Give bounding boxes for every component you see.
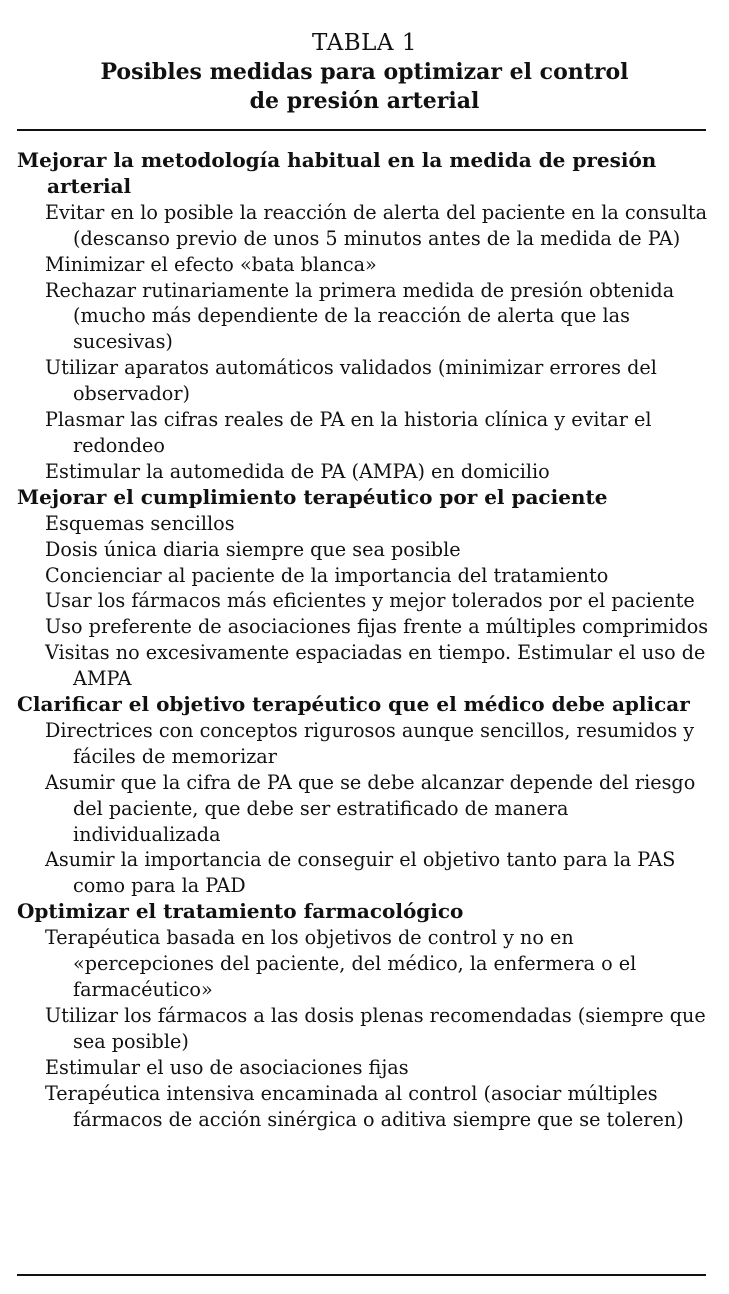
list-item: Evitar en lo posible la reacción de alerta del paciente en la consulta (descanso previo de unos 5 minutos antes de la medida de PA) (45, 200, 708, 250)
list-item: Asumir la importancia de conseguir el objetivo tanto para la PAS como para la PAD (45, 848, 676, 898)
table-title-line-1: Posibles medidas para optimizar el control (100, 59, 629, 85)
list-item: Asumir que la cifra de PA que se debe alcanzar depende del riesgo del paciente, que debe ser estratificado de manera individualizada (45, 770, 696, 846)
section-tratamiento (17, 899, 713, 1132)
table-title-line-2: de presión arterial (249, 88, 480, 114)
list-item: Visitas no excesivamente espaciadas en tiempo. Estimular el uso de AMPA (45, 641, 706, 691)
section-heading: Mejorar el cumplimiento terapéutico por el paciente (17, 484, 608, 509)
top-rule (17, 129, 706, 131)
list-item: Uso preferente de asociaciones fijas frente a múltiples comprimidos (45, 615, 709, 639)
list-item: Concienciar al paciente de la importancia del tratamiento (45, 563, 609, 587)
list-item: Estimular la automedida de PA (AMPA) en domicilio (45, 459, 550, 483)
section-metodologia (17, 148, 713, 485)
list-item: Dosis única diaria siempre que sea posible (45, 537, 461, 561)
list-item: Usar los fármacos más eficientes y mejor tolerados por el paciente (45, 589, 695, 613)
table-caption (0, 0, 729, 116)
bottom-rule (17, 1274, 706, 1276)
list-item: Minimizar el efecto «bata blanca» (45, 252, 377, 276)
list-item: Terapéutica intensiva encaminada al control (asociar múltiples fármacos de acción sinérgica o aditiva siempre que se toleren) (45, 1081, 684, 1131)
list-item: Utilizar aparatos automáticos validados (minimizar errores del observador) (45, 356, 657, 406)
list-item: Directrices con conceptos rigurosos aunque sencillos, resumidos y fáciles de memorizar (45, 718, 695, 768)
section-heading: Mejorar la metodología habitual en la medida de presión arterial (17, 148, 657, 198)
table-label: TABLA 1 (312, 30, 417, 56)
section-objetivo (17, 692, 713, 899)
list-item: Plasmar las cifras reales de PA en la historia clínica y evitar el redondeo (45, 408, 652, 457)
section-heading: Optimizar el tratamiento farmacológico (17, 899, 464, 924)
list-item: Terapéutica basada en los objetivos de control y no en «percepciones del paciente, del médico, la enfermera o el farmacéutico» (45, 926, 637, 1001)
section-items (17, 200, 713, 485)
list-item: Estimular el uso de asociaciones fijas (45, 1055, 409, 1079)
table-body (17, 148, 713, 1132)
section-items (17, 925, 713, 1132)
list-item: Utilizar los fármacos a las dosis plenas recomendadas (siempre que sea posible) (45, 1003, 706, 1053)
list-item: Rechazar rutinariamente la primera medida de presión obtenida (mucho más dependiente de la reacción de alerta que las sucesivas) (45, 278, 675, 354)
section-items (17, 718, 713, 899)
section-cumplimiento (17, 485, 713, 692)
list-item: Esquemas sencillos (45, 511, 235, 535)
section-items (17, 511, 713, 692)
section-heading: Clarificar el objetivo terapéutico que el médico debe aplicar (17, 692, 690, 717)
